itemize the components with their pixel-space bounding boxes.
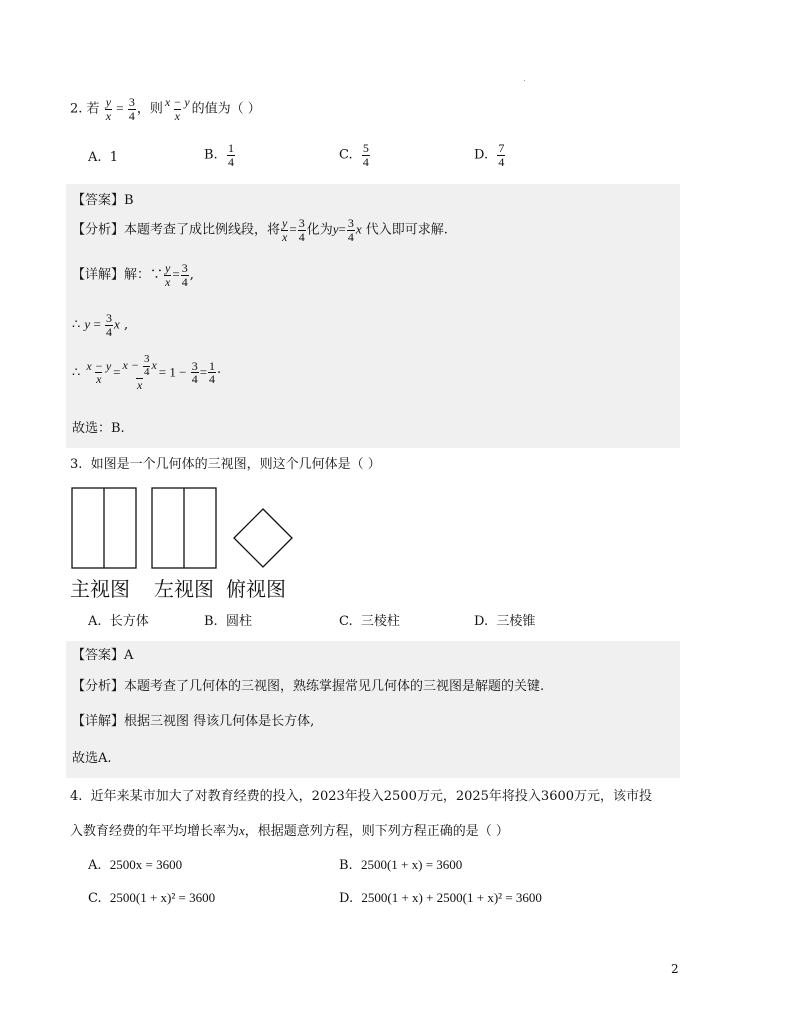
q3-option-d: D. 三棱锥 [474, 614, 536, 629]
q2-option-b: B. $\frac{1}{4}$ [204, 141, 234, 169]
q3-option-c: C. 三棱柱 [339, 614, 400, 629]
view-label-top: 俯视图 [226, 577, 286, 601]
q2-option-a: A. 1 [88, 150, 119, 165]
q2-step1: ∴ y = $\frac{3}{4}$ x , [72, 311, 129, 339]
fraction: $\frac{3}{4}$ [128, 95, 135, 123]
q4-option-a: A. 2500x = 3600 [88, 857, 183, 873]
q4-option-b: B. 2500(1 + x) = 3600 [339, 857, 463, 873]
q4-option-d: D. 2500(1 + x) + 2500(1 + x)² = 3600 [339, 890, 542, 906]
q2-option-c: C. $\frac{5}{4}$ [339, 141, 369, 169]
question-number: 2. [70, 101, 83, 117]
q3-option-a: A. 长方体 [88, 614, 149, 629]
q3-detail: 【详解】根据三视图 得该几何体是长方体, [72, 714, 315, 729]
q2-step2: ∴ $\frac{x - y}{x}$ = x − $\frac{3}{4}$ x x = 1 − $\frac{3}{4}$ = $\frac{1}{4}$ · [72, 353, 222, 393]
speck-mark [524, 80, 525, 81]
top-view-drawing [234, 509, 292, 567]
q3-option-b: B. 圆柱 [204, 614, 252, 629]
q4-stem-line1: 4. 近年来某市加大了对教育经费的投入，2023年投入2500万元，2025年将投入3600万元，该市投 [70, 789, 653, 804]
q2-answer: 【答案】B [72, 193, 134, 208]
view-label-side: 左视图 [154, 577, 214, 601]
three-view-figure [70, 486, 300, 572]
page-number: 2 [671, 962, 679, 976]
fraction: $\frac{x - y}{x}$ [164, 95, 190, 123]
q2-detail: 【详解】解：∵ $\frac{y}{x}$ = $\frac{3}{4}$ , [72, 261, 194, 289]
fraction: $\frac{y}{x}$ [105, 95, 112, 123]
q3-stem: 3. 如图是一个几何体的三视图，则这个几何体是（ ） [70, 457, 381, 472]
q2-analysis: 【分析】本题考查了成比例线段，将 $\frac{y}{x}$ = $\frac{3}{4}$ 化为y= $\frac{3}{4}$ x 代入即可求解. [72, 216, 448, 244]
q3-analysis: 【分析】本题考查了几何体的三视图，熟练掌握常见几何体的三视图是解题的关键. [72, 679, 545, 694]
front-view-drawing [72, 488, 136, 568]
q2-stem: 2. 若 $\frac{y}{x}$ = $\frac{3}{4}$ ，则 $\frac{x - y}{x}$ 的值为（ ） [70, 95, 261, 123]
q4-option-c: C. 2500(1 + x)² = 3600 [88, 890, 216, 906]
view-label-front: 主视图 [70, 577, 130, 601]
q3-conclusion: 故选A. [72, 751, 112, 766]
q3-answer: 【答案】A [72, 648, 134, 663]
side-view-drawing [152, 488, 216, 568]
q2-option-d: D. $\frac{7}{4}$ [474, 141, 505, 169]
q2-conclusion: 故选：B. [72, 421, 125, 436]
q4-stem-line2: 入教育经费的年平均增长率为x，根据题意列方程，则下列方程正确的是（ ） [70, 823, 509, 839]
